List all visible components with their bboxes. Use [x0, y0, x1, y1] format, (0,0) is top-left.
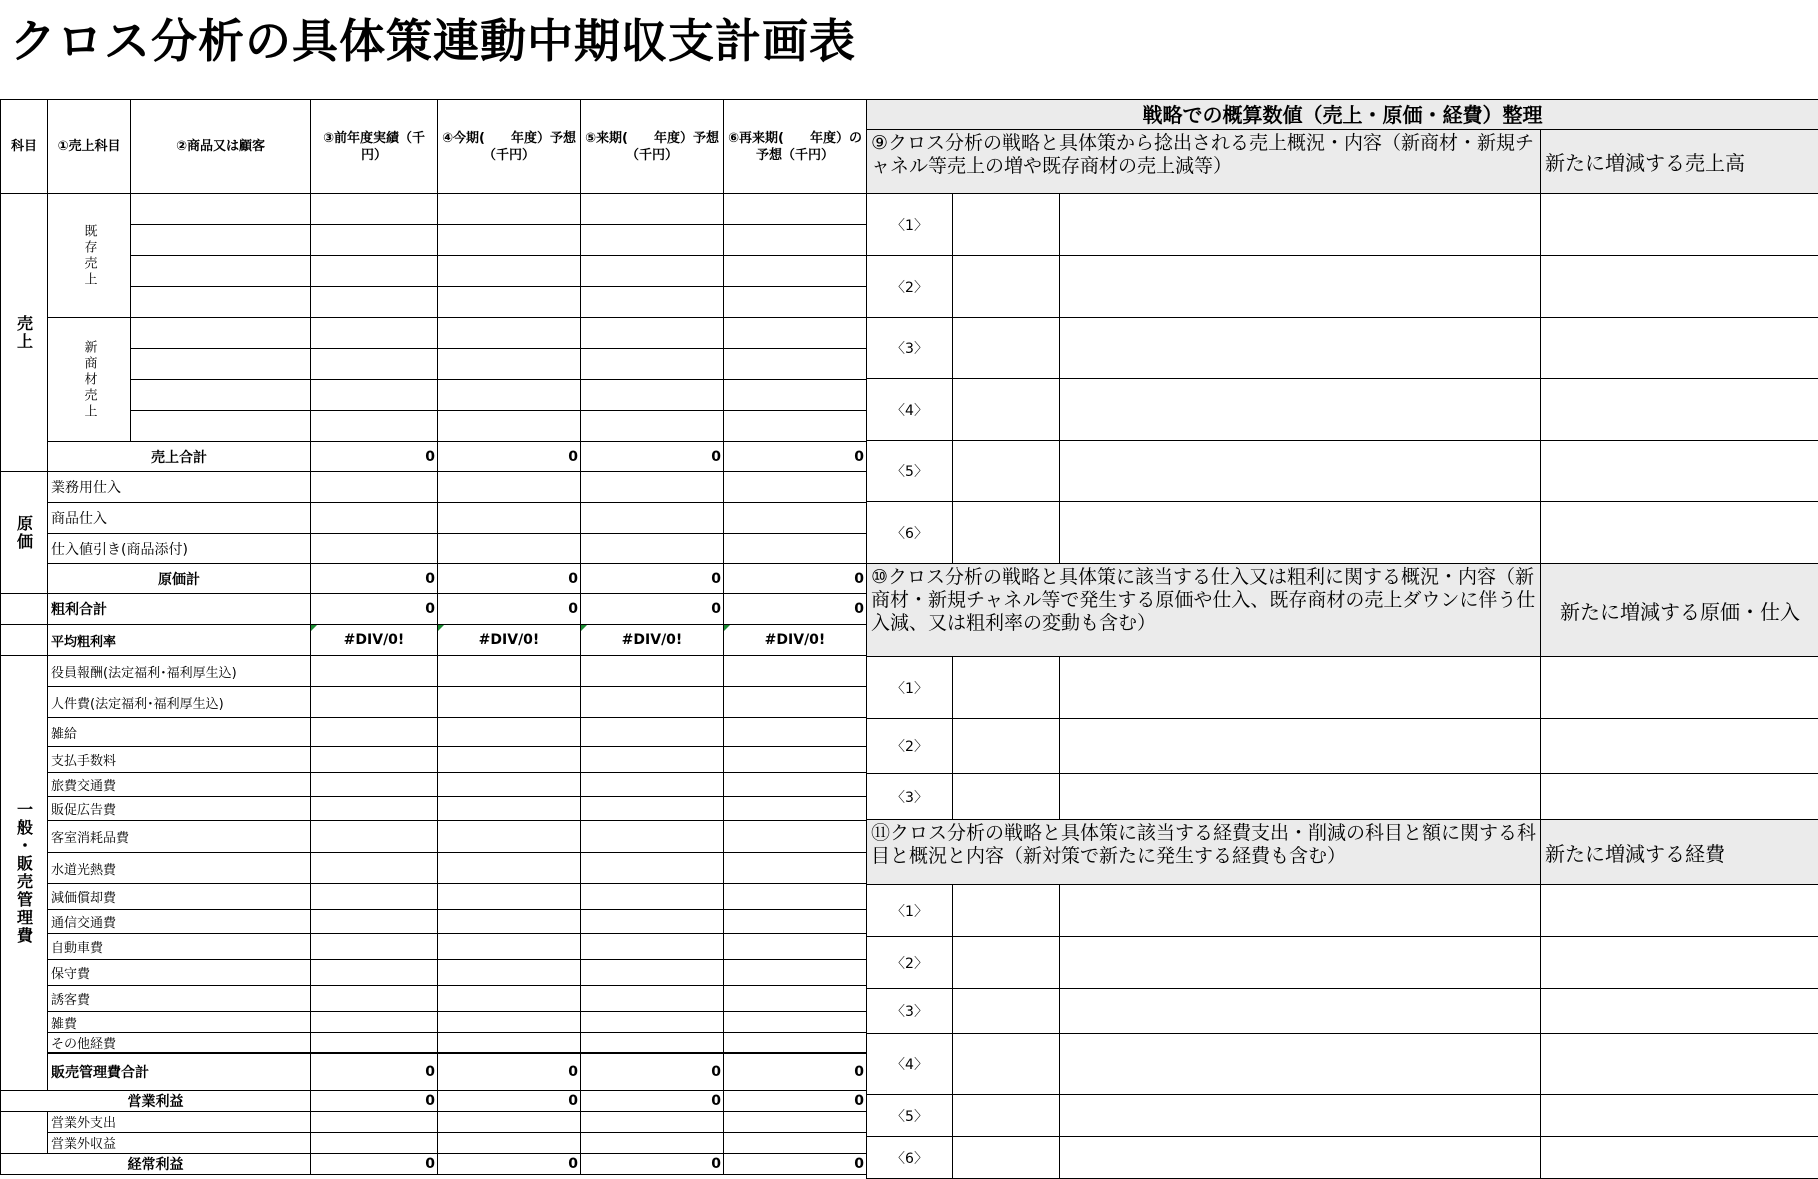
cost-item-label: 業務用仕入 — [48, 472, 311, 503]
input-cell[interactable] — [311, 1012, 438, 1033]
sga-item-label: 雑給 — [48, 718, 311, 747]
input-cell[interactable] — [581, 960, 724, 986]
sga-section-label: 一般・販売管理費 — [1, 656, 48, 1091]
input-cell[interactable] — [1541, 441, 1818, 502]
input-cell[interactable] — [953, 1095, 1060, 1137]
input-cell[interactable] — [1541, 774, 1818, 820]
blank-cell — [1, 1111, 48, 1153]
input-cell[interactable] — [724, 411, 867, 442]
header-category: 科目 — [1, 100, 48, 194]
input-cell[interactable] — [724, 1033, 867, 1054]
margin-error-text: #DIV/0! — [622, 632, 683, 648]
input-cell[interactable] — [724, 773, 867, 797]
input-cell[interactable] — [581, 934, 724, 960]
input-cell[interactable] — [438, 534, 581, 564]
row-index: 〈1〉 — [867, 885, 953, 937]
input-cell[interactable] — [311, 986, 438, 1012]
input-cell[interactable] — [581, 797, 724, 821]
input-cell[interactable] — [311, 534, 438, 564]
input-cell[interactable] — [581, 687, 724, 718]
input-cell[interactable] — [1060, 318, 1541, 379]
input-cell[interactable] — [581, 1111, 724, 1132]
input-cell[interactable] — [438, 718, 581, 747]
input-cell[interactable] — [438, 256, 581, 287]
input-cell[interactable] — [1541, 885, 1818, 937]
page-title: クロス分析の具体策連動中期収支計画表 — [10, 6, 856, 76]
input-cell[interactable] — [581, 1012, 724, 1033]
input-cell[interactable] — [311, 797, 438, 821]
input-cell[interactable] — [1541, 719, 1818, 774]
input-cell[interactable] — [724, 853, 867, 884]
sga-item-label: 役員報酬(法定福利･福利厚生込) — [48, 656, 311, 687]
blank-cell — [1, 625, 48, 656]
sales-total-value: 0 — [724, 442, 867, 472]
sga-item-label: 保守費 — [48, 960, 311, 986]
cost-item-label: 仕入値引き(商品添付) — [48, 534, 311, 564]
input-cell[interactable] — [581, 256, 724, 287]
header-sales-item: ①売上科目 — [48, 100, 131, 194]
input-cell[interactable] — [724, 884, 867, 910]
margin-error-text: #DIV/0! — [479, 632, 540, 648]
input-cell[interactable] — [1060, 885, 1541, 937]
cost-total-value: 0 — [724, 564, 867, 594]
input-cell[interactable] — [581, 986, 724, 1012]
input-cell[interactable] — [438, 910, 581, 934]
gross-profit-label: 粗利合計 — [48, 594, 311, 625]
input-cell[interactable] — [724, 1111, 867, 1132]
row-index: 〈5〉 — [867, 441, 953, 502]
sga-item-label: 減価償却費 — [48, 884, 311, 910]
cost-total-label: 原価計 — [48, 564, 311, 594]
operating-profit-label: 営業利益 — [1, 1090, 311, 1111]
input-cell[interactable] — [1541, 937, 1818, 989]
input-cell[interactable] — [581, 1132, 724, 1153]
margin-value — [438, 625, 581, 656]
input-cell[interactable] — [311, 687, 438, 718]
input-cell[interactable] — [131, 287, 311, 318]
input-cell[interactable] — [311, 1033, 438, 1054]
input-cell[interactable] — [311, 853, 438, 884]
row-index: 〈4〉 — [867, 1034, 953, 1095]
input-cell[interactable] — [581, 821, 724, 853]
input-cell[interactable] — [1060, 194, 1541, 256]
input-cell[interactable] — [724, 472, 867, 503]
sga-item-label: 通信交通費 — [48, 910, 311, 934]
row-index: 〈5〉 — [867, 1095, 953, 1137]
input-cell[interactable] — [311, 884, 438, 910]
input-cell[interactable] — [1060, 379, 1541, 441]
input-cell[interactable] — [1060, 989, 1541, 1034]
input-cell[interactable] — [724, 503, 867, 534]
input-cell[interactable] — [311, 503, 438, 534]
income-plan-table — [0, 99, 867, 1175]
input-cell[interactable] — [581, 853, 724, 884]
margin-value — [724, 625, 867, 656]
operating-profit-value: 0 — [438, 1090, 581, 1111]
input-cell[interactable] — [311, 910, 438, 934]
input-cell[interactable] — [724, 718, 867, 747]
operating-profit-value: 0 — [581, 1090, 724, 1111]
sga-item-label: 旅費交通費 — [48, 773, 311, 797]
row-index: 〈6〉 — [867, 1137, 953, 1179]
input-cell[interactable] — [438, 747, 581, 773]
input-cell[interactable] — [1541, 194, 1818, 256]
sga-item-label: 雑費 — [48, 1012, 311, 1033]
error-indicator-icon — [724, 625, 730, 631]
input-cell[interactable] — [581, 472, 724, 503]
input-cell[interactable] — [953, 502, 1060, 564]
sga-item-label: 人件費(法定福利･福利厚生込) — [48, 687, 311, 718]
input-cell[interactable] — [311, 472, 438, 503]
ordinary-profit-label: 経常利益 — [1, 1153, 311, 1174]
error-indicator-icon — [438, 625, 444, 631]
input-cell[interactable] — [311, 411, 438, 442]
input-cell[interactable] — [438, 656, 581, 687]
input-cell[interactable] — [1060, 502, 1541, 564]
input-cell[interactable] — [1060, 1034, 1541, 1095]
input-cell[interactable] — [311, 960, 438, 986]
input-cell[interactable] — [581, 910, 724, 934]
sga-item-label: 販促広告費 — [48, 797, 311, 821]
input-cell[interactable] — [438, 318, 581, 349]
input-cell[interactable] — [581, 884, 724, 910]
row-index: 〈3〉 — [867, 989, 953, 1034]
row-index: 〈3〉 — [867, 318, 953, 379]
cost-section-label: 原価 — [1, 472, 48, 594]
margin-error-text: #DIV/0! — [765, 632, 826, 648]
input-cell[interactable] — [953, 441, 1060, 502]
input-cell[interactable] — [581, 773, 724, 797]
section-10-title: ⑩クロス分析の戦略と具体策に該当する仕入又は粗利に関する概況・内容（新商材・新規チャネル等で発生する原価や仕入、既存商材の売上ダウンに伴う仕入減、又は粗利率の変動も含む） — [867, 564, 1541, 657]
input-cell[interactable] — [724, 986, 867, 1012]
row-index: 〈3〉 — [867, 774, 953, 820]
input-cell[interactable] — [311, 821, 438, 853]
input-cell[interactable] — [953, 885, 1060, 937]
input-cell[interactable] — [438, 472, 581, 503]
sales-total-value: 0 — [438, 442, 581, 472]
input-cell[interactable] — [953, 256, 1060, 318]
input-cell[interactable] — [953, 194, 1060, 256]
ordinary-profit-value: 0 — [438, 1153, 581, 1174]
input-cell[interactable] — [311, 718, 438, 747]
header-current-year: ④今期( 年度）予想（千円） — [438, 100, 581, 194]
input-cell[interactable] — [581, 411, 724, 442]
input-cell[interactable] — [438, 1132, 581, 1153]
margin-value — [581, 625, 724, 656]
input-cell[interactable] — [724, 256, 867, 287]
input-cell[interactable] — [311, 1132, 438, 1153]
input-cell[interactable] — [953, 937, 1060, 989]
margin-error-text: #DIV/0! — [344, 632, 405, 648]
input-cell[interactable] — [724, 797, 867, 821]
input-cell[interactable] — [1541, 1095, 1818, 1137]
input-cell[interactable] — [131, 256, 311, 287]
sga-total-value: 0 — [438, 1053, 581, 1090]
gross-profit-value: 0 — [581, 594, 724, 625]
input-cell[interactable] — [438, 934, 581, 960]
input-cell[interactable] — [581, 380, 724, 411]
input-cell[interactable] — [724, 318, 867, 349]
input-cell[interactable] — [724, 194, 867, 225]
input-cell[interactable] — [311, 287, 438, 318]
sga-item-label: 水道光熱費 — [48, 853, 311, 884]
input-cell[interactable] — [438, 960, 581, 986]
input-cell[interactable] — [1060, 657, 1541, 719]
input-cell[interactable] — [724, 380, 867, 411]
input-cell[interactable] — [438, 411, 581, 442]
sga-total-label: 販売管理費合計 — [48, 1053, 311, 1090]
input-cell[interactable] — [1541, 256, 1818, 318]
input-cell[interactable] — [953, 318, 1060, 379]
input-cell[interactable] — [953, 657, 1060, 719]
header-year-after-next: ⑥再来期( 年度）の予想（千円） — [724, 100, 867, 194]
input-cell[interactable] — [724, 1012, 867, 1033]
input-cell[interactable] — [311, 318, 438, 349]
header-prior-year: ③前年度実績（千円） — [311, 100, 438, 194]
sga-total-value: 0 — [581, 1053, 724, 1090]
input-cell[interactable] — [724, 1132, 867, 1153]
input-cell[interactable] — [1541, 989, 1818, 1034]
input-cell[interactable] — [1541, 1034, 1818, 1095]
input-cell[interactable] — [438, 380, 581, 411]
gross-profit-value: 0 — [311, 594, 438, 625]
input-cell[interactable] — [581, 318, 724, 349]
input-cell[interactable] — [724, 821, 867, 853]
sales-total-value: 0 — [311, 442, 438, 472]
input-cell[interactable] — [1060, 441, 1541, 502]
sga-total-value: 0 — [311, 1053, 438, 1090]
section-11-column-header: 新たに増減する経費 — [1541, 820, 1818, 885]
input-cell[interactable] — [581, 194, 724, 225]
operating-profit-value: 0 — [724, 1090, 867, 1111]
input-cell[interactable] — [438, 194, 581, 225]
row-index: 〈2〉 — [867, 719, 953, 774]
new-product-sales-label: 新商材売上 — [48, 318, 131, 442]
row-index: 〈6〉 — [867, 502, 953, 564]
input-cell[interactable] — [1541, 318, 1818, 379]
sga-item-label: 自動車費 — [48, 934, 311, 960]
header-next-year: ⑤来期( 年度）予想（千円） — [581, 100, 724, 194]
input-cell[interactable] — [724, 287, 867, 318]
input-cell[interactable] — [724, 534, 867, 564]
operating-profit-value: 0 — [311, 1090, 438, 1111]
input-cell[interactable] — [438, 986, 581, 1012]
input-cell[interactable] — [311, 747, 438, 773]
sga-item-label: 誘客費 — [48, 986, 311, 1012]
row-index: 〈2〉 — [867, 937, 953, 989]
error-indicator-icon — [311, 625, 317, 631]
sga-item-label: 支払手数料 — [48, 747, 311, 773]
input-cell[interactable] — [438, 773, 581, 797]
ordinary-profit-value: 0 — [311, 1153, 438, 1174]
input-cell[interactable] — [1060, 937, 1541, 989]
header-product-customer: ②商品又は顧客 — [131, 100, 311, 194]
sales-total-value: 0 — [581, 442, 724, 472]
input-cell[interactable] — [581, 349, 724, 380]
sales-section-label: 売上 — [1, 194, 48, 472]
input-cell[interactable] — [438, 1111, 581, 1132]
input-cell[interactable] — [953, 989, 1060, 1034]
ordinary-profit-value: 0 — [581, 1153, 724, 1174]
input-cell[interactable] — [311, 656, 438, 687]
input-cell[interactable] — [1541, 502, 1818, 564]
input-cell[interactable] — [724, 910, 867, 934]
input-cell[interactable] — [1541, 379, 1818, 441]
sga-item-label: その他経費 — [48, 1033, 311, 1054]
sales-total-label: 売上合計 — [48, 442, 311, 472]
input-cell[interactable] — [311, 1111, 438, 1132]
input-cell[interactable] — [724, 747, 867, 773]
input-cell[interactable] — [438, 287, 581, 318]
input-cell[interactable] — [953, 774, 1060, 820]
error-indicator-icon — [581, 625, 587, 631]
ordinary-profit-value: 0 — [724, 1153, 867, 1174]
input-cell[interactable] — [1060, 1095, 1541, 1137]
blank-cell — [1, 594, 48, 625]
input-cell[interactable] — [311, 934, 438, 960]
input-cell[interactable] — [724, 656, 867, 687]
input-cell[interactable] — [724, 960, 867, 986]
input-cell[interactable] — [311, 256, 438, 287]
margin-label: 平均粗利率 — [48, 625, 311, 656]
input-cell[interactable] — [1060, 719, 1541, 774]
input-cell[interactable] — [438, 821, 581, 853]
input-cell[interactable] — [311, 194, 438, 225]
margin-value — [311, 625, 438, 656]
row-index: 〈1〉 — [867, 657, 953, 719]
section-9-title: ⑨クロス分析の戦略と具体策から捻出される売上概況・内容（新商材・新規チャネル等売上の増や既存商材の売上減等） — [867, 130, 1541, 194]
input-cell[interactable] — [581, 747, 724, 773]
input-cell[interactable] — [311, 349, 438, 380]
input-cell[interactable] — [724, 934, 867, 960]
row-index: 〈2〉 — [867, 256, 953, 318]
gross-profit-value: 0 — [438, 594, 581, 625]
cost-total-value: 0 — [581, 564, 724, 594]
section-10-column-header: 新たに増減する原価・仕入 — [1541, 564, 1818, 657]
cost-total-value: 0 — [438, 564, 581, 594]
section-11-title: ⑪クロス分析の戦略と具体策に該当する経費支出・削減の科目と額に関する科目と概況と内容（新対策で新たに発生する経費も含む） — [867, 820, 1541, 885]
input-cell[interactable] — [581, 225, 724, 256]
input-cell[interactable] — [311, 225, 438, 256]
sga-item-label: 客室消耗品費 — [48, 821, 311, 853]
input-cell[interactable] — [131, 318, 311, 349]
row-index: 〈4〉 — [867, 379, 953, 441]
input-cell[interactable] — [581, 1033, 724, 1054]
non-operating-label: 営業外収益 — [48, 1132, 311, 1153]
input-cell[interactable] — [953, 1034, 1060, 1095]
input-cell[interactable] — [311, 380, 438, 411]
input-cell[interactable] — [953, 719, 1060, 774]
input-cell[interactable] — [1060, 256, 1541, 318]
input-cell[interactable] — [438, 503, 581, 534]
input-cell[interactable] — [131, 380, 311, 411]
input-cell[interactable] — [1541, 1137, 1818, 1179]
input-cell[interactable] — [438, 225, 581, 256]
gross-profit-value: 0 — [724, 594, 867, 625]
input-cell[interactable] — [724, 225, 867, 256]
input-cell[interactable] — [131, 411, 311, 442]
input-cell[interactable] — [131, 349, 311, 380]
non-operating-label: 営業外支出 — [48, 1111, 311, 1132]
sga-total-value: 0 — [724, 1053, 867, 1090]
strategy-header: 戦略での概算数値（売上・原価・経費）整理 — [867, 100, 1818, 130]
input-cell[interactable] — [438, 1012, 581, 1033]
input-cell[interactable] — [438, 687, 581, 718]
input-cell[interactable] — [581, 718, 724, 747]
strategy-summary-table — [866, 99, 1818, 1179]
input-cell[interactable] — [1060, 774, 1541, 820]
input-cell[interactable] — [438, 797, 581, 821]
input-cell[interactable] — [581, 534, 724, 564]
input-cell[interactable] — [1060, 1137, 1541, 1179]
input-cell[interactable] — [953, 1137, 1060, 1179]
input-cell[interactable] — [438, 884, 581, 910]
input-cell[interactable] — [1541, 657, 1818, 719]
input-cell[interactable] — [724, 349, 867, 380]
input-cell[interactable] — [438, 853, 581, 884]
input-cell[interactable] — [131, 194, 311, 225]
row-index: 〈1〉 — [867, 194, 953, 256]
input-cell[interactable] — [581, 656, 724, 687]
input-cell[interactable] — [311, 773, 438, 797]
input-cell[interactable] — [581, 503, 724, 534]
cost-item-label: 商品仕入 — [48, 503, 311, 534]
cost-total-value: 0 — [311, 564, 438, 594]
input-cell[interactable] — [953, 379, 1060, 441]
input-cell[interactable] — [581, 287, 724, 318]
existing-sales-label: 既存売上 — [48, 194, 131, 318]
input-cell[interactable] — [724, 687, 867, 718]
input-cell[interactable] — [438, 349, 581, 380]
input-cell[interactable] — [131, 225, 311, 256]
input-cell[interactable] — [438, 1033, 581, 1054]
section-9-column-header: 新たに増減する売上高 — [1541, 130, 1818, 194]
